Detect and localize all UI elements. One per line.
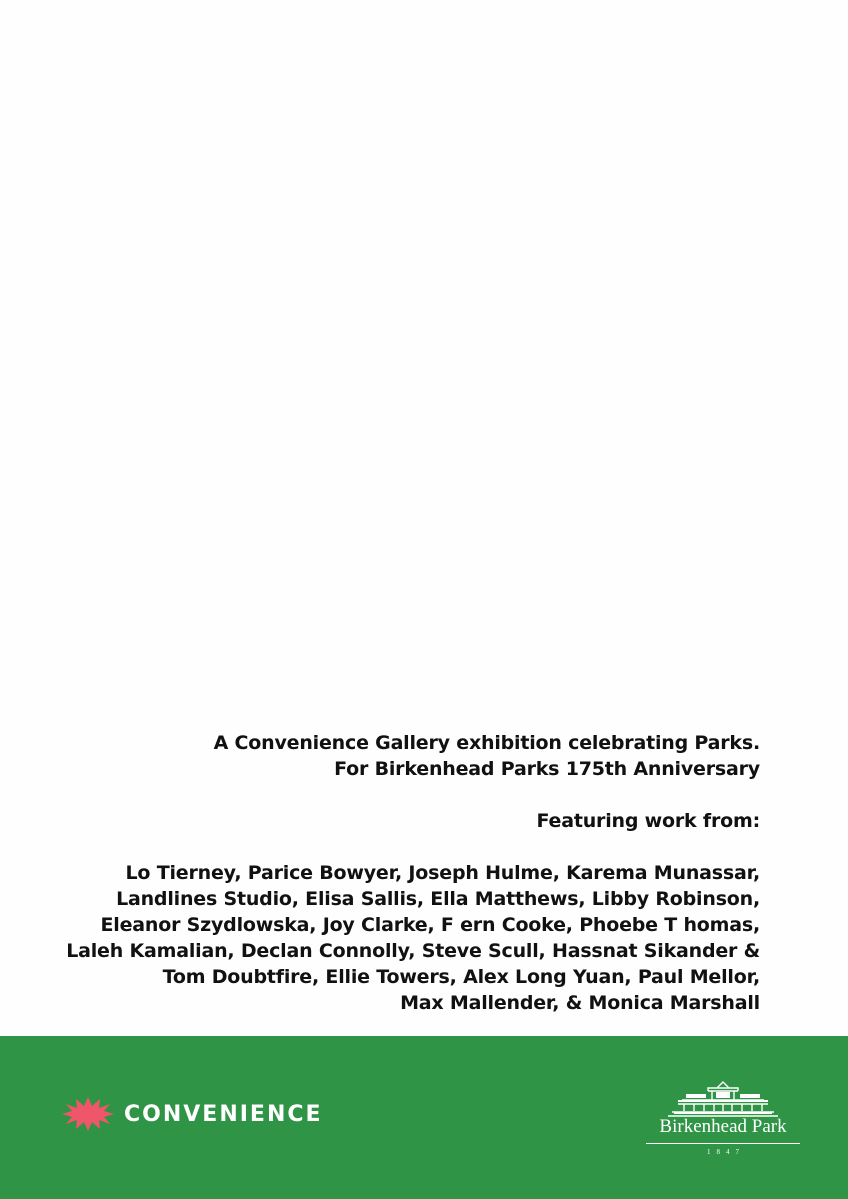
intro-line-1: A Convenience Gallery exhibition celebrating Parks. bbox=[213, 732, 760, 754]
starburst-icon bbox=[62, 1097, 114, 1131]
convenience-wordmark: CONVENIENCE bbox=[124, 1101, 323, 1127]
artists-line: Laleh Kamalian, Declan Connolly, Steve Scull, Hassnat Sikander & bbox=[66, 940, 760, 962]
spacer bbox=[40, 782, 760, 808]
artists-list bbox=[40, 860, 760, 1016]
exhibition-text bbox=[40, 730, 760, 1016]
park-year: 1847 bbox=[699, 1148, 747, 1156]
artists-line: Landlines Studio, Elisa Sallis, Ella Matthews, Libby Robinson, bbox=[116, 888, 760, 910]
artists-line: Max Mallender, & Monica Marshall bbox=[400, 992, 760, 1014]
pavilion-icon bbox=[668, 1080, 778, 1118]
convenience-logo bbox=[62, 1097, 323, 1131]
intro-line-2: For Birkenhead Parks 175th Anniversary bbox=[334, 758, 760, 780]
artists-line: Tom Doubtfire, Ellie Towers, Alex Long Yuan, Paul Mellor, bbox=[162, 966, 760, 988]
park-year-rule bbox=[644, 1139, 802, 1156]
artists-line: Lo Tierney, Parice Bowyer, Joseph Hulme, Karema Munassar, bbox=[125, 862, 760, 884]
featuring-heading: Featuring work from: bbox=[536, 810, 760, 832]
birkenhead-park-logo bbox=[644, 1080, 802, 1156]
park-name: Birkenhead Park bbox=[659, 1116, 787, 1137]
artists-line: Eleanor Szydlowska, Joy Clarke, F ern Cooke, Phoebe T homas, bbox=[100, 914, 760, 936]
footer-band bbox=[0, 1036, 848, 1199]
divider bbox=[646, 1143, 800, 1144]
